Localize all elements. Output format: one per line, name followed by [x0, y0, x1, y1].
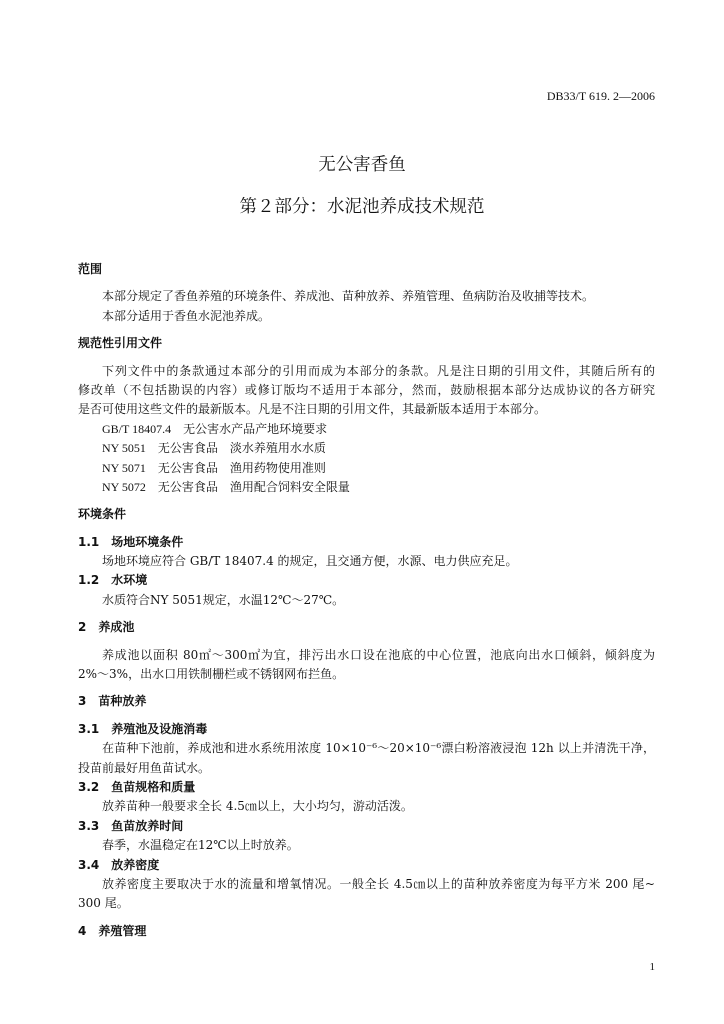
subsection-heading: [78, 817, 655, 836]
section-number: 2: [78, 620, 87, 635]
subsection-heading: [78, 720, 655, 739]
subsection-number: 1.2: [78, 573, 100, 588]
page-number: 1: [649, 961, 655, 973]
section-management: [78, 922, 655, 941]
reference-title: 无公害食品 渔用药物使用准则: [157, 460, 326, 475]
subsection-number: 3.3: [78, 818, 100, 833]
paragraph-line: 本部分规定了香鱼养殖的环境条件、养成池、苗种放养、养殖管理、鱼病防治及收捕等技术。: [102, 289, 595, 304]
paragraph-line: 在苗种下池前，养成池和进水系统用浓度 10×10⁻⁶～20×10⁻⁶漂白粉溶液浸泡 12h 以上并清洗干净，: [102, 741, 655, 756]
paragraph-line: 养成池以面积 80㎡～300㎡为宜，排污出水口设在池底的中心位置，池底向出水口倾斜，倾斜度为: [102, 647, 655, 662]
subsection-title: 水环境: [111, 573, 148, 588]
section-heading-environment: 环境条件: [78, 507, 127, 522]
reference-code: NY 5051: [102, 441, 146, 456]
section-normative-references: [78, 334, 655, 497]
subsection-number: 3.4: [78, 857, 100, 872]
section-pond: [78, 618, 655, 684]
section-title: 养殖管理: [98, 923, 147, 938]
paragraph-line: 场地环境应符合 GB/T 18407.4 的规定，且交通方便，水源、电力供应充足。: [102, 554, 518, 569]
subsection-heading: [78, 778, 655, 797]
subsection-title: 鱼苗规格和质量: [111, 779, 196, 794]
section-heading-stocking: [78, 692, 655, 711]
reference-title: 无公害食品 淡水养殖用水水质: [157, 441, 326, 456]
subsection-title: 鱼苗放养时间: [111, 818, 184, 833]
paragraph-line: 300 尾。: [78, 896, 129, 911]
section-title: 养成池: [98, 620, 135, 635]
subsection-number: 3.2: [78, 779, 100, 794]
reference-item: [78, 420, 655, 439]
document-subtitle: 第２部分：水泥池养成技术规范: [239, 197, 485, 217]
paragraph-line: 是否可使用这些文件的最新版本。凡是不注日期的引用文件，其最新版本适用于本部分。: [78, 402, 547, 417]
subsection-heading: [78, 533, 655, 552]
section-heading-normative-references: 规范性引用文件: [78, 336, 163, 351]
reference-title: 无公害水产品产地环境要求: [183, 421, 328, 436]
section-heading-scope: 范围: [78, 262, 103, 276]
subsection-title: 养殖池及设施消毒: [111, 721, 208, 736]
document-code: DB33/T 619. 2—2006: [546, 89, 655, 103]
section-heading-management: [78, 922, 655, 941]
subsection-number: 3.1: [78, 721, 100, 736]
document-title: 无公害香鱼: [318, 155, 406, 175]
paragraph-line: 下列文件中的条款通过本部分的引用而成为本部分的条款。凡是注日期的引用文件，其随后所有的: [102, 363, 655, 378]
subsection-number: 1.1: [78, 534, 100, 549]
section-stocking: [78, 692, 655, 913]
reference-item: [78, 478, 655, 497]
section-environment: [78, 505, 655, 610]
paragraph-line: 本部分适用于香鱼水泥池养成。: [102, 308, 271, 323]
section-number: 3: [78, 694, 87, 709]
reference-item: [78, 459, 655, 478]
paragraph-line: 放养密度主要取决于水的流量和增氧情况。一般全长 4.5㎝以上的苗种放养密度为每平方米 200 尾~: [102, 876, 655, 891]
document-body: [78, 260, 655, 949]
reference-item: [78, 439, 655, 458]
reference-code: NY 5072: [102, 479, 146, 494]
reference-code: NY 5071: [102, 460, 146, 475]
subsection-title: 放养密度: [111, 857, 160, 872]
reference-code: GB/T 18407.4: [102, 421, 172, 436]
paragraph-line: 修改单（不包括勘误的内容）或修订版均不适用于本部分，然而，鼓励根据本部分达成协议的各方研究: [78, 382, 655, 397]
subsection-heading: [78, 856, 655, 875]
paragraph-line: 水质符合NY 5051规定，水温12℃～27℃。: [102, 592, 345, 607]
paragraph-line: 春季，水温稳定在12℃以上时放养。: [102, 838, 299, 853]
section-heading-pond: [78, 618, 655, 637]
subsection-title: 场地环境条件: [111, 534, 184, 549]
paragraph-line: 2%～3%，出水口用铁制栅栏或不锈钢网布拦鱼。: [78, 667, 345, 682]
subsection-heading: [78, 571, 655, 590]
section-scope: [78, 260, 655, 326]
section-number: 4: [78, 923, 87, 938]
paragraph-line: 放养苗种一般要求全长 4.5㎝以上，大小均匀，游动活泼。: [102, 799, 413, 814]
reference-title: 无公害食品 渔用配合饲料安全限量: [157, 479, 350, 494]
paragraph-line: 投苗前最好用鱼苗试水。: [78, 760, 211, 775]
section-title: 苗种放养: [98, 694, 147, 709]
